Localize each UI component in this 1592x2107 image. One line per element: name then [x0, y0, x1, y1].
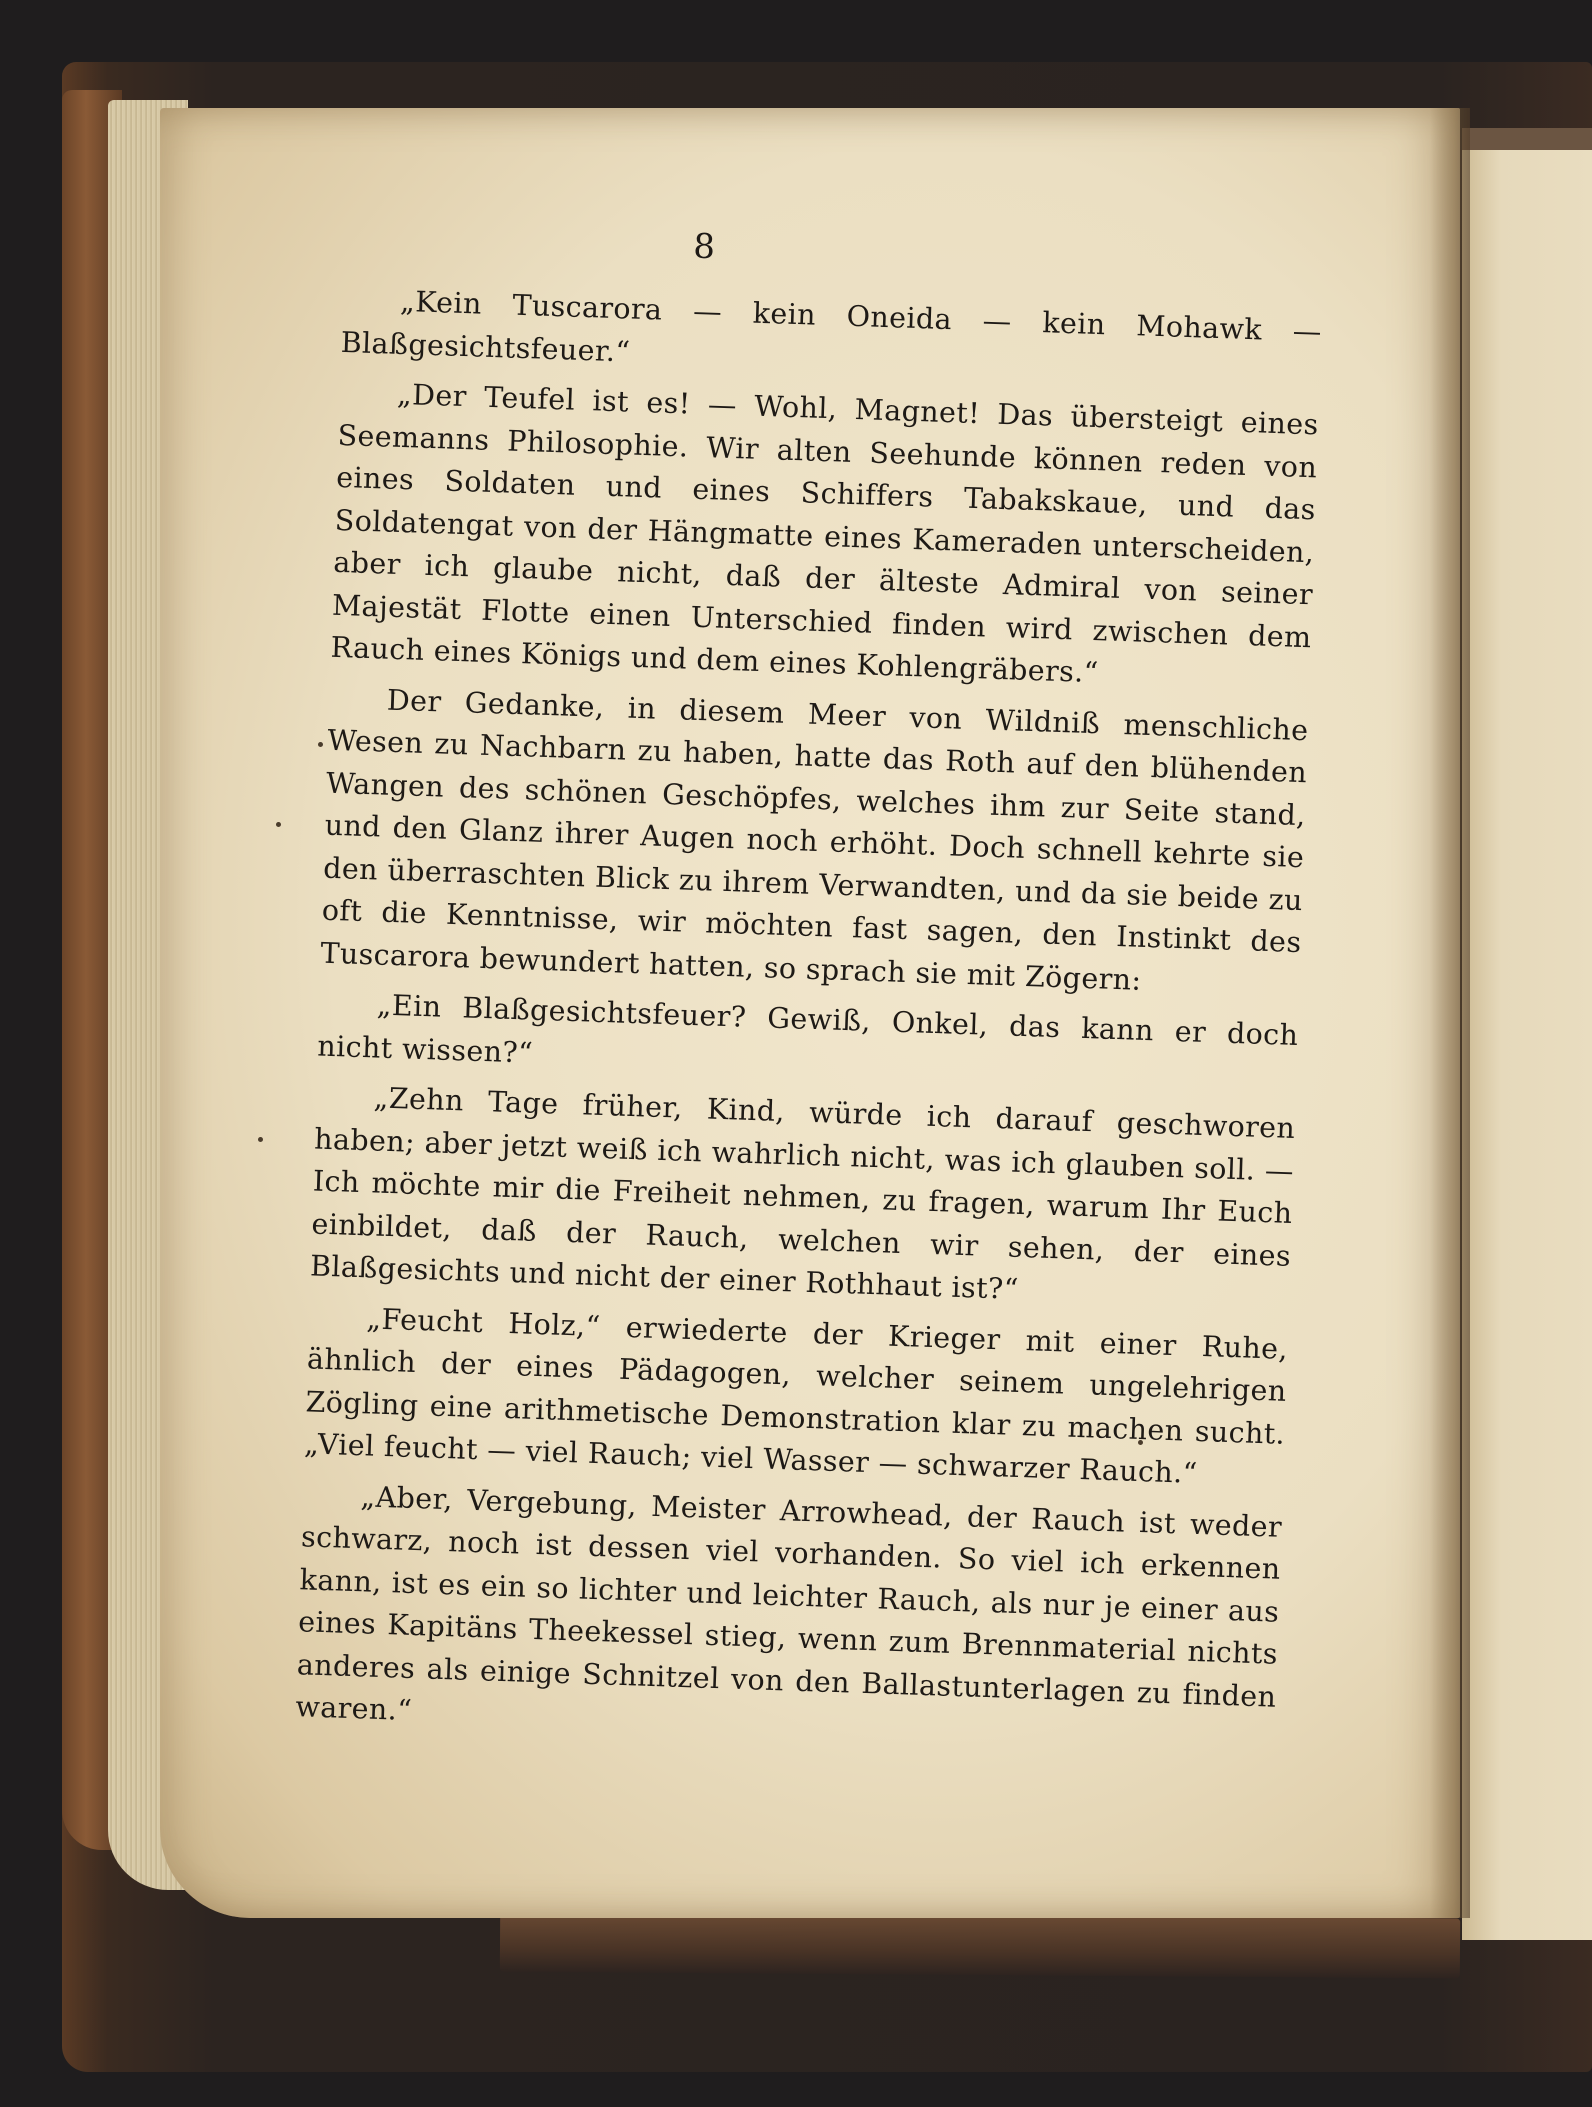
book-cover-bottom-edge: [500, 1912, 1460, 1979]
page-text-block: [295, 215, 1325, 1769]
paper-speck: [276, 822, 281, 827]
paragraph: „Der Teufel ist es! — Wohl, Magnet! Das übersteigt eines Seemanns Philosophie. Wir alten Seehunde können reden von eines Soldaten und eines Schiffers Tabakskaue, und das Soldatengat von der Hängmatte eines Kameraden unterscheiden, aber ich glaube nicht, daß der älteste Admiral von seiner Majestät Flotte einen Unterschied finden wird zwischen dem Rauch eines Königs und dem eines Kohlengräbers.“: [330, 377, 1320, 690]
paragraph: „Feucht Holz,“ erwiederte der Krieger mit einer Ruhe, ähnlich der eines Pädagogen, welcher seinem ungelehrigen Zögling eine arithmetische Demonstration klar zu machen sucht. „Viel feucht — viel Rauch; viel Wasser — schwarzer Rauch.“: [303, 1301, 1289, 1490]
paper-speck: [258, 1137, 263, 1142]
paragraph: „Aber, Vergebung, Meister Arrowhead, der Rauch ist weder schwarz, noch ist dessen viel vorhanden. So viel ich erkennen kann, ist es ein so lichter und leichter Rauch, als nur je einer aus eines Kapitäns Theekessel stieg, wenn zum Brennmaterial nichts anderes als einige Schnitzel von den Ballastunterlagen zu finden waren.“: [294, 1479, 1283, 1728]
paragraph: „Zehn Tage früher, Kind, würde ich darauf geschworen haben; aber jetzt weiß ich wahrlich nicht, was ich glauben soll. — Ich möchte mir die Freiheit nehmen, zu fragen, warum Ihr Euch einbildet, daß der Rauch, welchen wir sehen, der eines Blaßgesichts und nicht der einer Rothhaut ist?“: [309, 1081, 1296, 1306]
facing-page-top-edge: [1462, 128, 1592, 152]
paper-speck: [318, 742, 323, 747]
page-gutter-shadow: [1430, 108, 1470, 1918]
paragraph: „Kein Tuscarora — kein Oneida — kein Mohawk — Blaßgesichtsfeuer.“: [340, 284, 1323, 369]
facing-page: [1462, 150, 1592, 1940]
paragraph: „Ein Blaßgesichtsfeuer? Gewiß, Onkel, das kann er doch nicht wissen?“: [316, 988, 1299, 1070]
page-number: 8: [692, 226, 716, 268]
paragraph: Der Gedanke, in diesem Meer von Wildniß menschliche Wesen zu Nachbarn zu haben, hatte das Roth auf den blühenden Wangen des schönen Geschöpfes, welches ihm zur Seite stand, und den Glanz ihrer Augen noch erhöht. Doch schnell kehrte sie den überraschten Blick zu ihrem Verwandten, und da sie beide zu oft die Kenntnisse, wir möchten fast sagen, den Instinkt des Tuscarora bewundert hatten, so sprach sie mit Zögern:: [319, 683, 1309, 997]
